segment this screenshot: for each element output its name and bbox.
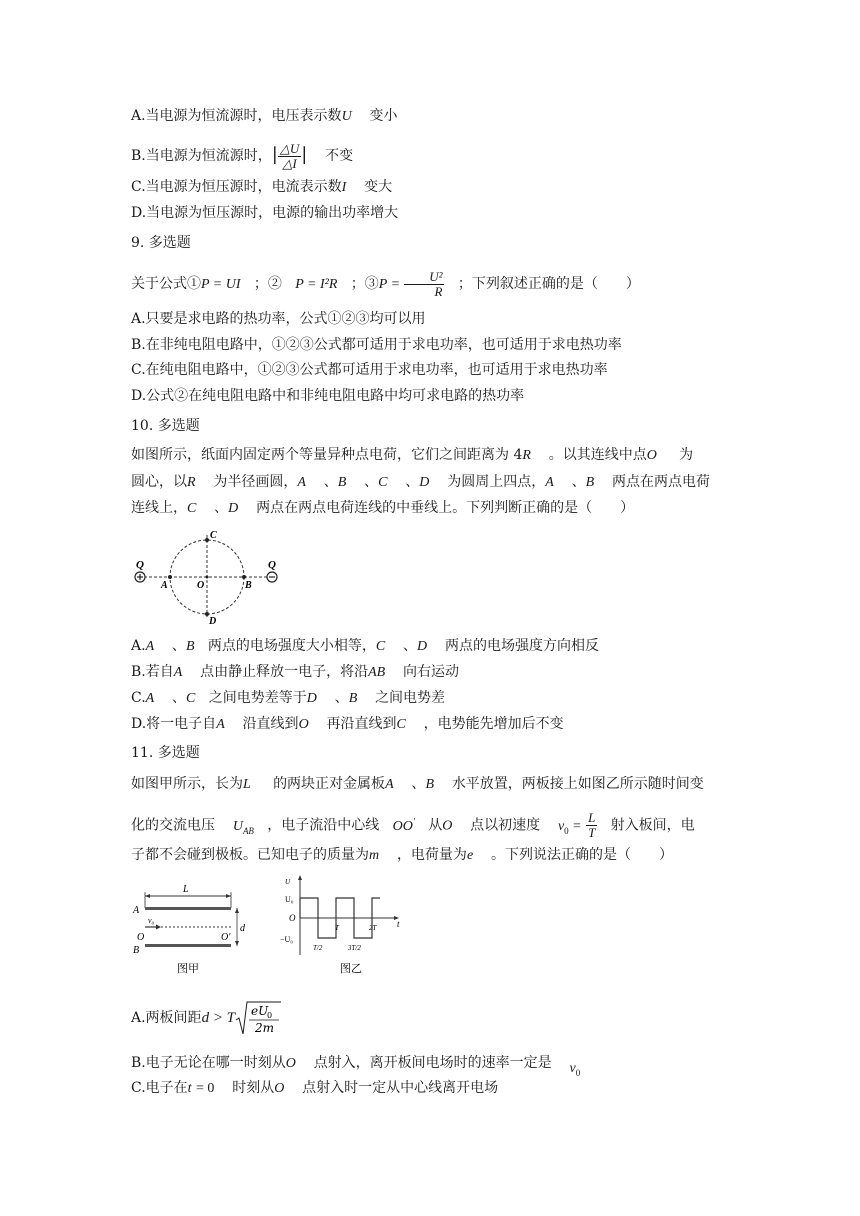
q10-opt-d-2: 沿直线到: [242, 716, 299, 732]
q11-yi-label-neg-u0: −U₀: [280, 935, 294, 944]
q8-option-a: [131, 106, 398, 127]
q9-stem: [131, 268, 640, 301]
q11-stem-3c: 。下列说法正确的是（ ）: [490, 847, 673, 863]
q11-yi-tick-2t: 2T: [369, 924, 377, 932]
q10-stem-line-1: 如图所示，纸面内固定两个等量异种点电荷，它们之间距离为 4R 。以其连线中点O 为: [131, 447, 694, 463]
svg-text:2m: 2m: [255, 1021, 275, 1035]
q10-label-o: O: [197, 580, 205, 591]
q10-opt-b-3: 向右运动: [403, 664, 460, 680]
q8-var-u: U: [341, 109, 352, 124]
q10-stem-line-3: 连线上，C 、D 两点在两点电荷连线的中垂线上。下列判断正确的是（ ）: [131, 500, 635, 516]
q9-stem-2: ；②: [253, 276, 282, 292]
q11-option-b: B.电子无论在哪一时刻从O 点射入，离开板间电场时的速率一定是 $v_0$: [131, 1055, 581, 1078]
q8-option-c-text: C.当电源为恒压源时，电流表示数: [131, 179, 342, 195]
q8-option-a-text: A.当电源为恒流源时，电压表示数: [131, 108, 342, 124]
q9-option-c: C.在纯电阻电路中，①②③公式都可适用于求电功率，也可适用于求电热功率: [131, 362, 608, 378]
q11-stem-3b: ，电荷量为: [396, 847, 467, 863]
q10-label-b: B: [245, 580, 252, 591]
q10-label-c: C: [210, 530, 217, 541]
q10-opt-b-2: 点由静止释放一电子，将沿: [200, 664, 369, 680]
q11-figure-jia: [131, 878, 261, 978]
q10-label-a: A: [161, 580, 168, 591]
q11-v0-frac: $\frac{L}{T}$: [588, 810, 596, 841]
q10-stem-1b: 。以其连线中点: [548, 447, 647, 463]
q11-jia-label-a: A: [133, 905, 140, 916]
q10-stem-2b: 为半径画圆，: [213, 474, 298, 490]
q11-opt-b-2: 点射入，离开板间电场时的速率一定是: [313, 1055, 552, 1071]
q11-stem-line-2: 化的交流电压 $U_{AB}$ ，电子流沿中心线 OO' 从O 点以初速度 $v_0$ = $\frac{L}{T}$ 射入板间，电: [131, 810, 695, 841]
q9-formula-2: P = I²R: [295, 277, 338, 292]
q10-opt-d-4: ，电势能先增加后不变: [423, 716, 564, 732]
q10-option-c: C.A 、C 之间电势差等于D 、B 之间电势差: [131, 690, 446, 706]
q10-label-q-right: Q: [268, 559, 276, 571]
q11-option-c: C.电子在t = 0 时刻从O 点射入时一定从中心线离开电场: [131, 1080, 499, 1096]
q10-option-b: B.若自A 点由静止释放一电子，将沿AB 向右运动: [131, 664, 460, 680]
q10-opt-d-3: 再沿直线到: [326, 716, 397, 732]
q11-jia-label-l: L: [183, 884, 189, 895]
q11-stem-1a: 如图甲所示，长为: [131, 776, 243, 792]
q9-option-d: D.公式②在纯电阻电路中和非纯电阻电路中均可求电路的热功率: [131, 388, 525, 404]
q11-jia-label-v0: v₀: [148, 916, 155, 925]
q11-jia-plate-b: [145, 944, 231, 947]
q11-opt-a-1: A.两板间距: [131, 1010, 202, 1026]
q11-stem-2c: 从: [428, 817, 443, 834]
q11-stem-2e: 射入板间，电: [610, 817, 695, 834]
q11-opt-c-3: 点射入时一定从中心线离开电场: [302, 1080, 499, 1096]
q11-yi-label-t: t: [397, 919, 400, 929]
q10-stem-2a: 圆心，以: [131, 474, 187, 490]
q10-stem-1c: 为: [679, 447, 694, 463]
q10-stem-3a: 连线上，: [131, 500, 187, 516]
q9-f3-den: R: [404, 284, 444, 299]
q11-yi-tick-half-t: T/2: [313, 944, 323, 952]
q8-option-d: D.当电源为恒压源时，电源的输出功率增大: [131, 205, 399, 221]
q8-frac-num: △U: [279, 140, 300, 156]
q11-jia-plate-a: [145, 907, 231, 910]
q11-jia-label-d: d: [240, 923, 245, 934]
q11-figure-yi-svg: [280, 870, 410, 980]
q10-opt-c-1: C.: [131, 690, 146, 706]
q11-yi-label-uab: U: [285, 878, 291, 886]
q11-stem-3a: 子都不会碰到极板。已知电子的质量为: [131, 847, 369, 863]
q11-stem-line-3: 子都不会碰到极板。已知电子的质量为m ，电荷量为e 。下列说法正确的是（ ）: [131, 847, 673, 863]
q11-header: 11. 多选题: [131, 745, 200, 761]
q10-opt-d-1: D.将一电子自: [131, 716, 217, 732]
q10-stem-2c: 为圆周上四点，: [447, 474, 546, 490]
q10-figure: [131, 525, 291, 625]
q8-option-a-tail: 变小: [369, 108, 398, 124]
q11-opt-c-1: C.电子在: [131, 1080, 188, 1096]
q10-stem-3b: 两点在两点电荷连线的中垂线上。下列判断正确的是（ ）: [256, 500, 635, 516]
svg-text:0: 0: [267, 1011, 273, 1020]
q10-opt-c-3: 之间电势差: [375, 690, 446, 706]
q9-f3-num: U²: [429, 268, 443, 284]
q11-stem-2b: ，电子流沿中心线: [267, 817, 380, 834]
q9-formula-1: P = UI: [201, 277, 241, 292]
q9-stem-3: ；③: [350, 276, 379, 292]
q9-header: 9. 多选题: [131, 235, 191, 251]
q11-option-a: A.两板间距d > T eU 0 2m: [131, 1000, 281, 1036]
q11-opt-c-2: 时刻从: [232, 1080, 275, 1096]
q11-figure-yi: [280, 870, 410, 980]
q8-option-c-tail: 变大: [364, 179, 393, 195]
q10-header: 10. 多选题: [131, 418, 200, 434]
q10-label-d: D: [209, 616, 217, 625]
q9-option-a: A.只要是求电路的热功率，公式①②③均可以用: [131, 311, 426, 327]
q11-stem-2d: 点以初速度: [470, 817, 541, 834]
q11-yi-label-u0: U₀: [285, 895, 294, 904]
q11-stem-2a: 化的交流电压: [131, 817, 215, 834]
q10-stem-line-2: 圆心，以R 为半径画圆，A 、B 、C 、D 为圆周上四点，A 、B 两点在两点电荷: [131, 474, 710, 490]
q11-jia-label-o2: O': [221, 932, 231, 943]
q11-jia-arrow-icon: [156, 925, 161, 930]
q8-option-b: B.当电源为恒流源时，| $\frac{\triangle U}{\triangle I}$ | 不变: [131, 140, 354, 171]
q9-formula-3-frac: [404, 270, 444, 299]
q10-label-q-left: Q: [136, 559, 144, 571]
q10-point-a: [168, 575, 172, 579]
q9-option-b: B.在非纯电阻电路中，①②③公式都可适用于求电功率，也可适用于求电热功率: [131, 337, 622, 353]
q9-stem-1: 关于公式①: [131, 276, 201, 292]
svg-text:eU: eU: [251, 1004, 269, 1018]
q10-opt-a-2: 两点的电场强度大小相等，: [207, 638, 376, 654]
q10-opt-a-1: A.: [131, 638, 146, 654]
q8-option-b-tail: 不变: [325, 148, 354, 164]
q9-stem-4: ；下列叙述正确的是（ ）: [457, 276, 640, 292]
q9-formula-3-lhs: P =: [378, 277, 401, 292]
q8-option-c: [131, 177, 392, 198]
q10-point-o: [206, 576, 209, 579]
q10-opt-a-3: 两点的电场强度方向相反: [444, 638, 599, 654]
q11-jia-caption: 图甲: [177, 962, 199, 975]
q11-jia-label-b: B: [133, 945, 140, 956]
q10-figure-svg: [131, 525, 291, 625]
q11-stem-1b: 的两块正对金属板: [273, 776, 386, 792]
q8-fraction: [278, 142, 301, 171]
q10-option-d: D.将一电子自A 沿直线到O 再沿直线到C ，电势能先增加后不变: [131, 716, 564, 732]
q10-opt-b-1: B.若自: [131, 664, 174, 680]
q11-opt-b-1: B.电子无论在哪一时刻从: [131, 1055, 286, 1071]
q11-yi-tick-t: T: [335, 924, 339, 932]
q8-option-b-text: B.当电源为恒流源时，: [131, 148, 272, 164]
q10-point-b: [242, 575, 246, 579]
q11-figure-jia-svg: [131, 878, 261, 978]
q11-stem-1c: 水平放置，两板接上如图乙所示随时间变: [451, 776, 704, 792]
q11-sqrt: [235, 1000, 281, 1036]
q8-var-i: I: [341, 180, 347, 195]
q11-stem-line-1: 如图甲所示，长为L 的两块正对金属板A 、B 水平放置，两板接上如图乙所示随时间变: [131, 776, 704, 792]
q8-frac-den: △I: [278, 156, 301, 171]
q10-point-c: [205, 538, 209, 542]
q10-option-a: A.A 、B 两点的电场强度大小相等，C 、D 两点的电场强度方向相反: [131, 638, 599, 654]
q10-stem-1a: 如图所示，纸面内固定两个等量异种点电荷，它们之间距离为 4: [131, 447, 523, 463]
q11-yi-tick-3half-t: 3T/2: [348, 944, 361, 952]
q11-yi-label-o: O: [289, 913, 296, 923]
q11-yi-caption: 图乙: [340, 962, 362, 975]
q10-stem-2d: 两点在两点电荷: [611, 474, 710, 490]
q11-sqrt-icon: [235, 1000, 281, 1036]
q10-opt-c-2: 之间电势差等于: [208, 690, 307, 706]
q11-jia-label-o: O: [137, 932, 145, 943]
